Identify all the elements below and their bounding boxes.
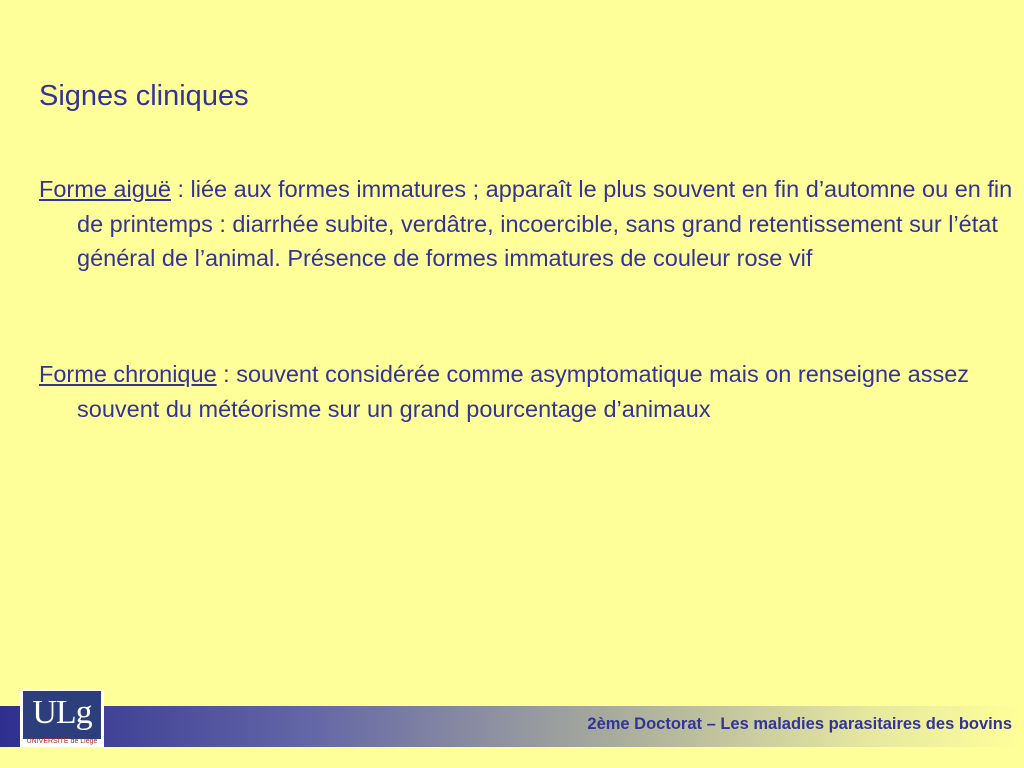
logo-letters: ULg (32, 694, 92, 731)
slide-title: Signes cliniques (39, 80, 249, 112)
footer-text: 2ème Doctorat – Les maladies parasitaires des bovins (587, 715, 1012, 733)
paragraph-forme-aigue-text: : liée aux formes immatures ; apparaît le plus souvent en fin d’automne ou en fin de printemps : diarrhée subite, verdâtre, incoercible, sans grand retentissement sur l’état général de l’animal. Présence de formes immatures de couleur rose vif (77, 176, 1013, 271)
ulg-logo (20, 689, 104, 747)
term-forme-aigue: Forme aiguë (39, 176, 171, 202)
paragraph-forme-chronique (39, 357, 1022, 426)
paragraph-forme-aigue (39, 172, 1022, 276)
logo-caption: UNIVERSITÉ de Liège (26, 738, 98, 745)
term-forme-chronique: Forme chronique (39, 361, 217, 387)
paragraph-forme-chronique-text: : souvent considérée comme asymptomatique mais on renseigne assez souvent du météorisme sur un grand pourcentage d’animaux (77, 361, 970, 422)
